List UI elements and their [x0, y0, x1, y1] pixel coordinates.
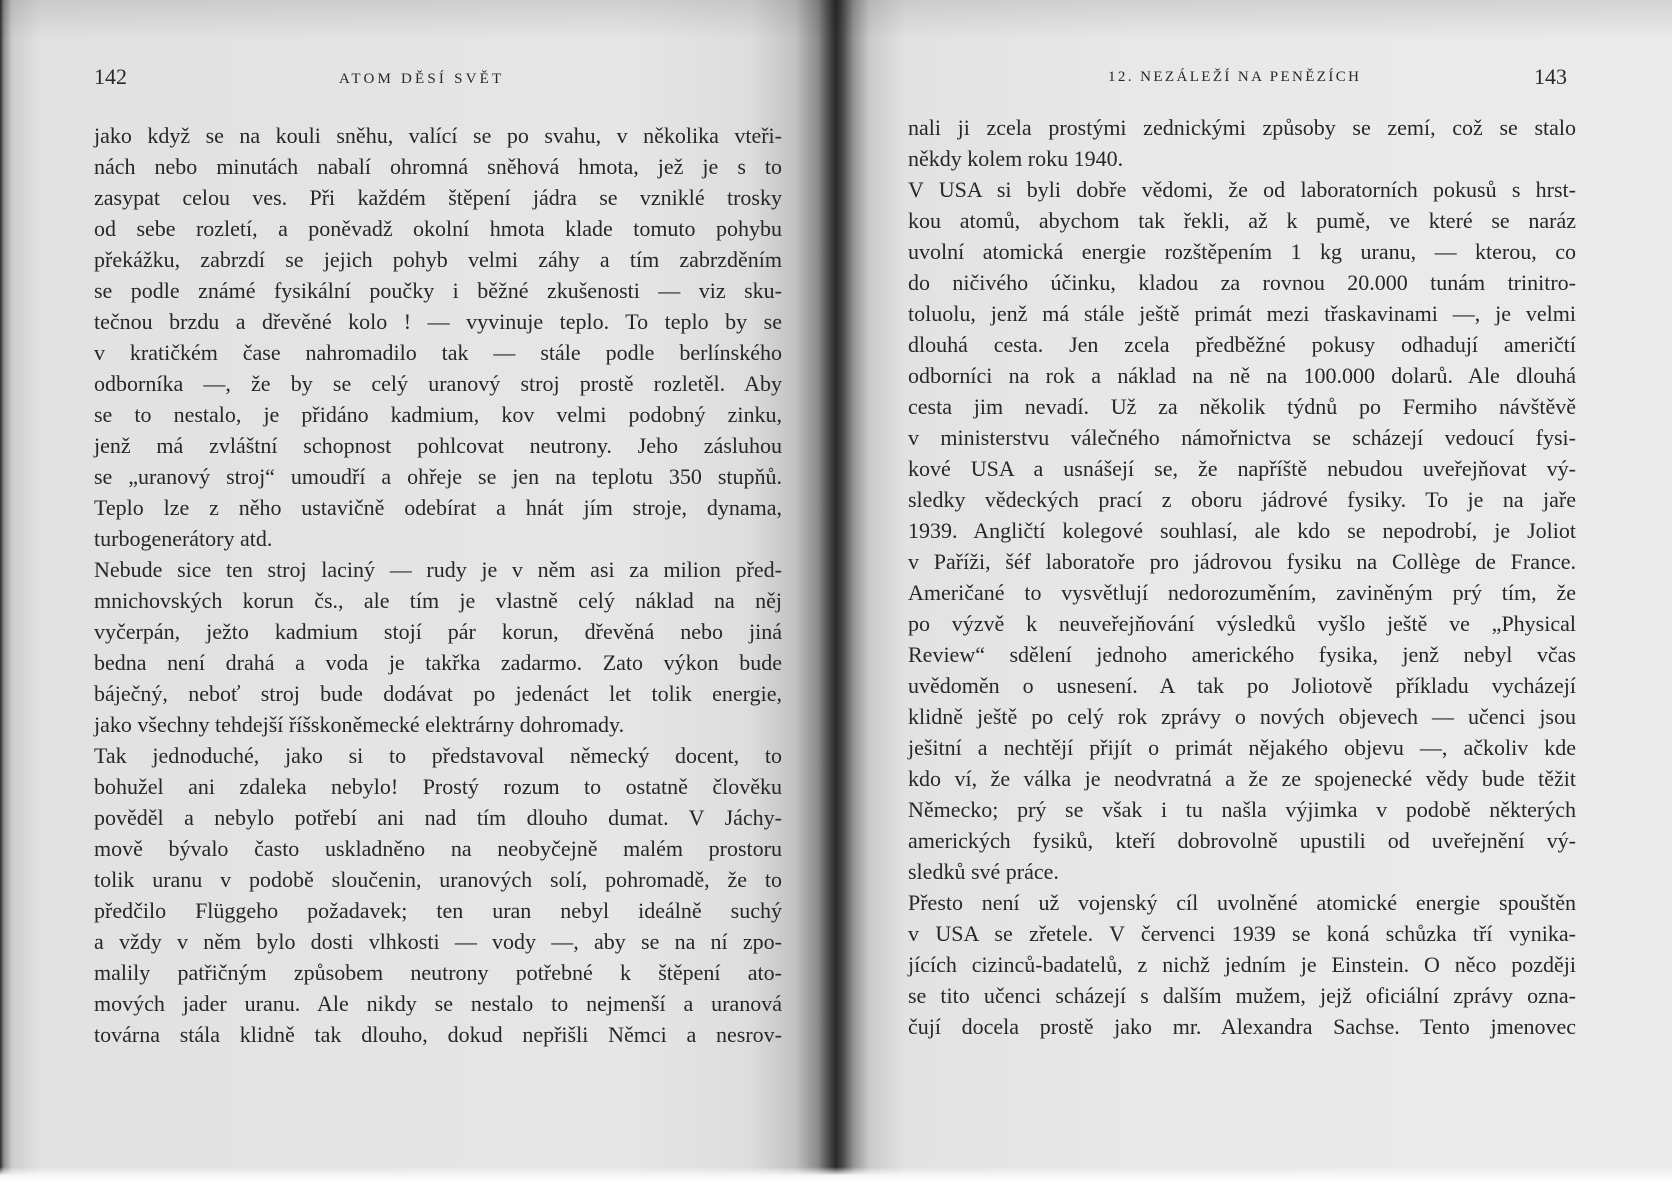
- text-line: od sebe rozletí, a poněvadž okolní hmota klade tomuto pohybu: [94, 216, 782, 241]
- text-line: mově bývalo často uskladněno na neobyčejně malém prostoru: [94, 836, 782, 861]
- page-edge: [836, 1167, 1672, 1181]
- text-line: ješitní a nechtějí přijít o primát nějakého objevu —, ačkoliv kde: [908, 735, 1576, 760]
- paragraph: [908, 887, 1576, 1042]
- text-line: zasypat celou ves. Při každém štěpení jádra se vzniklé trosky: [94, 185, 782, 210]
- text-line: předčilo Flüggeho požadavek; ten uran nebyl ideálně suchý: [94, 898, 782, 923]
- text-line: v kratičkém čase nahromadilo tak — stále podle berlínského: [94, 340, 782, 365]
- text-line: jících cizinců-badatelů, z nichž jedním je Einstein. O něco později: [908, 952, 1576, 977]
- text-line: toluolu, jenž má stále ještě primát mezi třaskavinami —, je velmi: [908, 301, 1576, 326]
- text-line: V USA si byli dobře vědomi, že od laboratorních pokusů s hrst-: [908, 177, 1576, 202]
- page-shadow: [0, 0, 836, 40]
- text-line: kové USA a usnášejí se, že napříště nebudou uveřejňovat vý-: [908, 456, 1576, 481]
- text-line: sledky vědeckých prací z oboru jádrové fysiky. To je na jaře: [908, 487, 1576, 512]
- text-line: kou atomů, abychom tak řekli, až k pumě, ve které se naráz: [908, 208, 1576, 233]
- text-line: báječný, neboť stroj bude dodávat po jedenáct let tolik energie,: [94, 681, 782, 706]
- text-line: Američané to vysvětlují nedorozuměním, zaviněným prý tím, že: [908, 580, 1576, 605]
- text-line: do ničivého účinku, kladou za rovnou 20.000 tunám trinitro-: [908, 270, 1576, 295]
- text-line: uvolní atomická energie rozštěpením 1 kg uranu, — kterou, co: [908, 239, 1576, 264]
- text-line: turbogenerátory atd.: [94, 526, 273, 551]
- text-line: vyčerpán, ježto kadmium stojí pár korun, dřevěná nebo jiná: [94, 619, 782, 644]
- text-line: Review“ sdělení jednoho amerického fysika, jenž nebyl včas: [908, 642, 1576, 667]
- page-shadow: [836, 0, 1672, 40]
- text-line: v USA se zřetele. V červenci 1939 se koná schůzka tří vynika-: [908, 921, 1576, 946]
- text-line: bohužel ani zdaleka nebylo! Prostý rozum to ostatně člověku: [94, 774, 782, 799]
- paragraph: [94, 554, 782, 740]
- text-line: někdy kolem roku 1940.: [908, 146, 1124, 171]
- text-line: mnichovských korun čs., ale tím je vlastně celý náklad na něj: [94, 588, 782, 613]
- text-line: amerických fysiků, kteří dobrovolně upustili od uveřejnění vý-: [908, 828, 1576, 853]
- text-line: Nebude sice ten stroj laciný — rudy je v něm asi za milion před-: [94, 557, 782, 582]
- text-line: bedna není drahá a voda je takřka zadarmo. Zato výkon bude: [94, 650, 782, 675]
- text-line: pověděl a nebylo potřebí ani nad tím dlouho dumat. V Jáchy-: [94, 805, 782, 830]
- text-line: tolik uranu v podobě sloučenin, uranových solí, pohromadě, že to: [94, 867, 782, 892]
- text-line: jenž má zvláštní schopnost pohlcovat neutrony. Jeho zásluhou: [94, 433, 782, 458]
- text-line: Teplo lze z něho ustavičně odebírat a hnát jím stroje, dynama,: [94, 495, 782, 520]
- text-line: tečnou brzdu a dřevěné kolo ! — vyvinuje teplo. To teplo by se: [94, 309, 782, 334]
- text-line: Tak jednoduché, jako si to představoval německý docent, to: [94, 743, 782, 768]
- paragraph: [94, 740, 782, 1050]
- text-line: čují docela prostě jako mr. Alexandra Sachse. Tento jmenovec: [908, 1014, 1576, 1039]
- page-number: 143: [1534, 64, 1567, 89]
- text-line: mových jader uranu. Ale nikdy se nestalo to nejmenší a uranová: [94, 991, 782, 1016]
- paragraph: [94, 120, 782, 554]
- text-line: malily patřičným způsobem neutrony potřebné k štěpení ato-: [94, 960, 782, 985]
- text-line: se „uranový stroj“ umoudří a ohřeje se jen na teplotu 350 stupňů.: [94, 464, 782, 489]
- paragraph: [908, 174, 1576, 887]
- text-line: továrna stála klidně tak dlouho, dokud nepřišli Němci a nesrov-: [94, 1022, 782, 1047]
- text-line: se podle známé fysikální poučky i běžné zkušenosti — viz sku-: [94, 278, 782, 303]
- text-line: jako když se na kouli sněhu, valící se po svahu, v několika vteři-: [94, 123, 782, 148]
- text-line: sledků své práce.: [908, 859, 1059, 884]
- running-head: ATOM DĚSÍ SVĚT: [339, 71, 505, 87]
- body-text: [908, 112, 1576, 1042]
- text-line: v Paříži, šéf laboratoře pro jádrovou fysiku na Collège de France.: [908, 549, 1576, 574]
- text-line: v ministerstvu válečného námořnictva se scházejí vedoucí fysi-: [908, 425, 1576, 450]
- text-line: odborníci na rok a náklad na ně na 100.000 dolarů. Ale dlouhá: [908, 363, 1576, 388]
- text-line: se tito učenci scházejí s dalším mužem, jejž oficiální zprávy ozna-: [908, 983, 1576, 1008]
- text-line: nách nebo minutách nabalí ohromná sněhová hmota, jež je s to: [94, 154, 782, 179]
- body-text: [94, 120, 782, 1050]
- text-line: dlouhá cesta. Jen zcela předběžné pokusy odhadují američtí: [908, 332, 1576, 357]
- text-line: Přesto není už vojenský cíl uvolněné atomické energie spouštěn: [908, 890, 1576, 915]
- text-line: cesta jim nevadí. Už za několik týdnů po Fermiho návštěvě: [908, 394, 1576, 419]
- text-line: překážku, zabrzdí se jejich pohyb velmi záhy a tím zabrzděním: [94, 247, 782, 272]
- text-line: uvědoměn o usnesení. A tak po Joliotově příkladu vycházejí: [908, 673, 1576, 698]
- text-line: 1939. Angličtí kolegové souhlasí, ale kdo se nepodrobí, je Joliot: [908, 518, 1576, 543]
- text-line: jako všechny tehdejší říšskoněmecké elektrárny dohromady.: [94, 712, 625, 737]
- page-edge: [0, 1167, 836, 1181]
- right-page: [836, 0, 1672, 1181]
- text-line: odborníka —, že by se celý uranový stroj prostě rozletěl. Aby: [94, 371, 782, 396]
- text-line: klidně ještě po celý rok zprávy o nových objevech — učenci jsou: [908, 704, 1576, 729]
- text-line: po výzvě k neuveřejňování výsledků vyšlo ještě ve „Physical: [908, 611, 1576, 636]
- text-line: a vždy v něm bylo dosti vlhkosti — vody —, aby se na ní zpo-: [94, 929, 782, 954]
- text-line: kdo ví, že válka je neodvratná a že ze spojenecké vědy bude těžit: [908, 766, 1576, 791]
- text-line: nali ji zcela prostými zednickými způsoby se zemí, což se stalo: [908, 115, 1576, 140]
- text-line: Německo; prý se však i tu našla výjimka v podobě některých: [908, 797, 1576, 822]
- page-number: 142: [94, 64, 127, 89]
- running-head: 12. NEZÁLEŽÍ NA PENĚZÍCH: [1108, 69, 1362, 85]
- paragraph: [908, 112, 1576, 174]
- text-line: se to nestalo, je přidáno kadmium, kov velmi podobný zinku,: [94, 402, 782, 427]
